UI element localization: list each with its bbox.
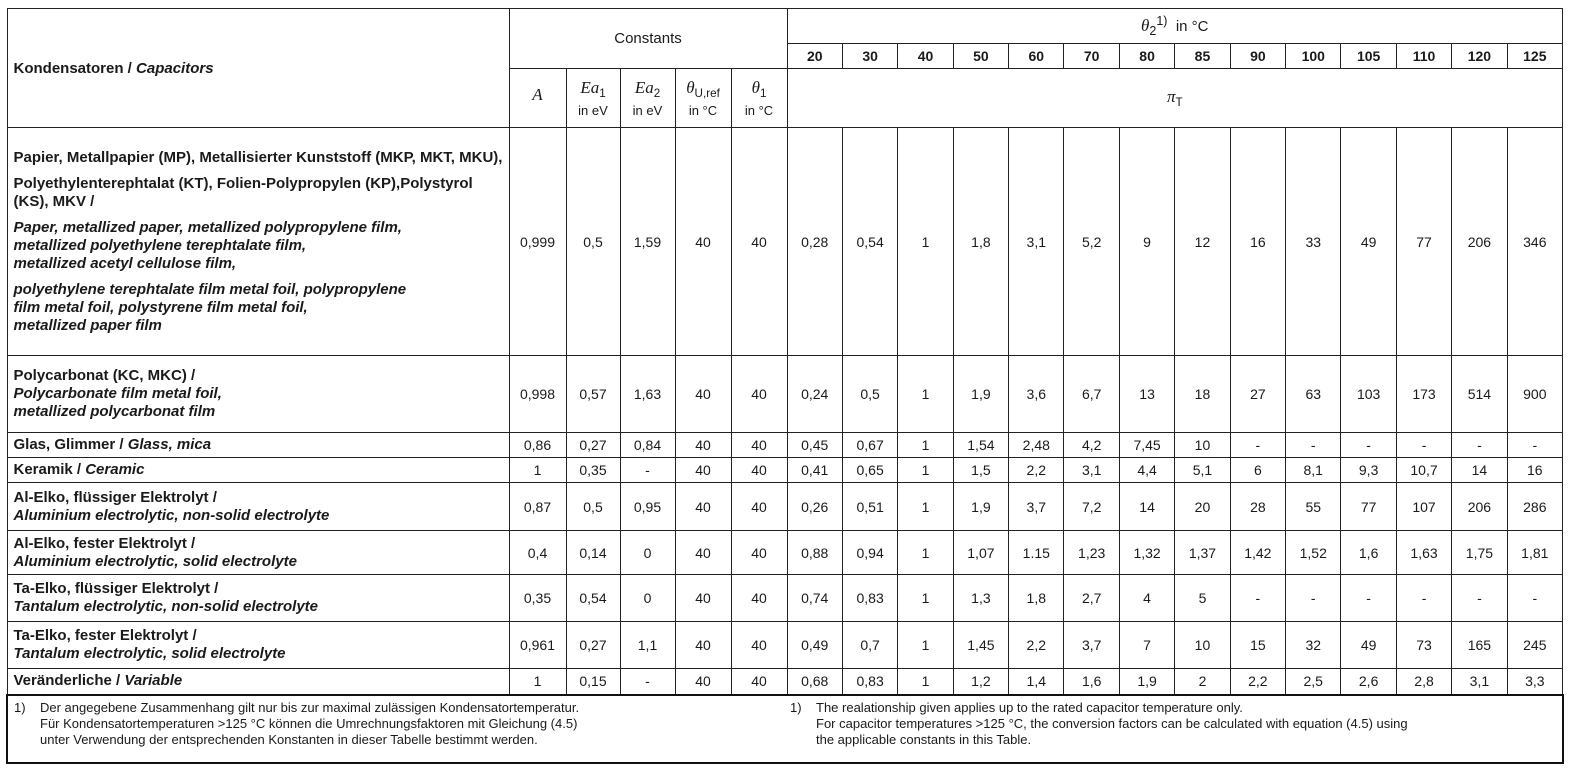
constant-value: - bbox=[620, 458, 675, 483]
pi-t-value: 900 bbox=[1507, 356, 1562, 433]
pi-t-value: 1 bbox=[898, 531, 953, 575]
theta-symbol: θ bbox=[1141, 16, 1150, 35]
pi-t-value: 1,2 bbox=[953, 669, 1008, 695]
capacitor-type bbox=[7, 128, 509, 356]
pi-t-value: 32 bbox=[1286, 622, 1341, 669]
pi-t-value: 3,6 bbox=[1009, 356, 1064, 433]
pi-t-value: 1,8 bbox=[1009, 575, 1064, 622]
constant-value: 1,63 bbox=[620, 356, 675, 433]
pi-t-value: 4,4 bbox=[1119, 458, 1174, 483]
constant-value: 40 bbox=[675, 128, 731, 356]
pi-t-value: 3,7 bbox=[1009, 483, 1064, 531]
pi-t-value: - bbox=[1341, 575, 1396, 622]
constant-value: 0,35 bbox=[566, 458, 620, 483]
footnote-text-de: Der angegebene Zusammenhang gilt nur bis zur maximal zulässigen Kondensatortemperatur. Für Kondensatortemperaturen >125 °C können die Umrechnungsfaktoren mit Gleichung (4.5) unter Verwendung der entsprechenden Konstanten in dieser Tabelle bestimmt werden. bbox=[40, 699, 580, 747]
constant-value: 1,59 bbox=[620, 128, 675, 356]
pi-t-value: 1 bbox=[898, 575, 953, 622]
constant-value: 0,27 bbox=[566, 622, 620, 669]
pi-t-value: 1,42 bbox=[1230, 531, 1285, 575]
pi-symbol: π bbox=[1166, 87, 1176, 107]
capacitor-temperature-factor-table bbox=[6, 8, 1564, 764]
footnote-en bbox=[790, 700, 1408, 748]
pi-t-value: 2,8 bbox=[1396, 669, 1451, 695]
pi-t-value: - bbox=[1452, 433, 1507, 458]
name-english: Variable bbox=[124, 672, 183, 690]
table-row bbox=[7, 128, 1563, 356]
constant-value: 40 bbox=[731, 622, 787, 669]
constant-subscript: U,ref bbox=[694, 86, 720, 100]
pi-t-value: 18 bbox=[1175, 356, 1230, 433]
constant-value: 40 bbox=[675, 575, 731, 622]
pi-t-value: 1 bbox=[898, 128, 953, 356]
name-german: Papier, Metallpapier (MP), Metallisierter Kunststoff (MKP, MKT, MKU), bbox=[13, 148, 503, 166]
pi-t-value: 165 bbox=[1452, 622, 1507, 669]
table-row bbox=[7, 433, 1563, 458]
temperature-header: 80 bbox=[1119, 44, 1174, 69]
theta-sub: 2 bbox=[1149, 24, 1157, 38]
constant-symbol: θ bbox=[751, 77, 760, 97]
constant-value: 0,15 bbox=[566, 669, 620, 695]
name-english: Tantalum electrolytic, solid electrolyte bbox=[13, 645, 286, 662]
pi-t-value: 3,3 bbox=[1507, 669, 1562, 695]
pi-t-value: 1 bbox=[898, 433, 953, 458]
pi-t-value: 10,7 bbox=[1396, 458, 1451, 483]
pi-t-value: 1,07 bbox=[953, 531, 1008, 575]
pi-t-value: 5 bbox=[1175, 575, 1230, 622]
pi-t-value: 1.15 bbox=[1009, 531, 1064, 575]
pi-t-value: 7,2 bbox=[1064, 483, 1119, 531]
pi-t-value: 0,49 bbox=[787, 622, 842, 669]
pi-t-value: 3,1 bbox=[1009, 128, 1064, 356]
name-german: Al-Elko, flüssiger Elektrolyt / bbox=[13, 488, 217, 506]
name-english: Aluminium electrolytic, non-solid electrolyte bbox=[13, 506, 330, 524]
pi-t-value: 10 bbox=[1175, 622, 1230, 669]
pi-t-value: - bbox=[1286, 575, 1341, 622]
pi-t-value: 1,52 bbox=[1286, 531, 1341, 575]
pi-t-value: 1,9 bbox=[953, 483, 1008, 531]
pi-t-value: 1,6 bbox=[1064, 669, 1119, 695]
pi-t-value: - bbox=[1286, 433, 1341, 458]
pi-t-value: 0,65 bbox=[842, 458, 897, 483]
pi-t-value: 0,94 bbox=[842, 531, 897, 575]
pi-t-value: 3,7 bbox=[1064, 622, 1119, 669]
pi-t-value: 7,45 bbox=[1119, 433, 1174, 458]
constant-value: 0,5 bbox=[566, 128, 620, 356]
constant-header bbox=[620, 69, 675, 128]
name-german: Polyethylenterephtalat (KT), Folien-Polypropylen (KP),Polystyrol (KS), MKV / bbox=[13, 174, 473, 210]
column-header-capacitors bbox=[7, 9, 509, 128]
constant-value: 40 bbox=[731, 128, 787, 356]
constant-value: 0,35 bbox=[509, 575, 566, 622]
pi-t-value: 9,3 bbox=[1341, 458, 1396, 483]
constant-value: 40 bbox=[731, 458, 787, 483]
temperature-header: 40 bbox=[898, 44, 953, 69]
constant-value: 0,84 bbox=[620, 433, 675, 458]
pi-t-value: 3,1 bbox=[1064, 458, 1119, 483]
pi-t-value: 1,37 bbox=[1175, 531, 1230, 575]
constant-value: 0,54 bbox=[566, 575, 620, 622]
constant-value: 1 bbox=[509, 669, 566, 695]
constant-subscript: 1 bbox=[599, 86, 606, 100]
pi-t-value: 1,6 bbox=[1341, 531, 1396, 575]
pi-t-value: 0,68 bbox=[787, 669, 842, 695]
temperature-header: 120 bbox=[1452, 44, 1507, 69]
table-row bbox=[7, 575, 1563, 622]
pi-t-value: 63 bbox=[1286, 356, 1341, 433]
name-english: polyethylene terephtalate film metal foil, polypropylene film metal foil, polystyrene film metal foil, metallized paper film bbox=[13, 280, 407, 334]
constant-symbol: Ea bbox=[580, 77, 600, 97]
constant-value: 0,57 bbox=[566, 356, 620, 433]
constant-symbol: Ea bbox=[634, 77, 654, 97]
pi-t-value: 15 bbox=[1230, 622, 1285, 669]
pi-t-value: 73 bbox=[1396, 622, 1451, 669]
constant-unit: in eV bbox=[578, 103, 608, 119]
temperature-header: 30 bbox=[842, 44, 897, 69]
constant-value: 40 bbox=[731, 531, 787, 575]
temperature-header: 90 bbox=[1230, 44, 1285, 69]
pi-t-value: 206 bbox=[1452, 483, 1507, 531]
pi-t-value: 0,83 bbox=[842, 669, 897, 695]
capacitor-type bbox=[7, 458, 509, 483]
table-row bbox=[7, 531, 1563, 575]
pi-t-value: 16 bbox=[1230, 128, 1285, 356]
pi-t-value: 33 bbox=[1286, 128, 1341, 356]
pi-t-value: 0,7 bbox=[842, 622, 897, 669]
name-english: Paper, metallized paper, metallized polypropylene film, metallized polyethylene terephtalate film, metallized acetyl cellulose film, bbox=[13, 218, 402, 272]
pi-t-value: 4 bbox=[1119, 575, 1174, 622]
pi-t-value: 2,2 bbox=[1230, 669, 1285, 695]
pi-t-value: - bbox=[1507, 575, 1562, 622]
capacitor-type bbox=[7, 531, 509, 575]
pi-t-value: 173 bbox=[1396, 356, 1451, 433]
pi-t-value: 1,4 bbox=[1009, 669, 1064, 695]
table-row bbox=[7, 669, 1563, 695]
constant-unit: in eV bbox=[632, 103, 663, 119]
pi-t-value: 5,1 bbox=[1175, 458, 1230, 483]
constant-value: 0 bbox=[620, 575, 675, 622]
name-english: Polycarbonate film metal foil, metallized polycarbonat film bbox=[13, 385, 222, 420]
pi-t-value: 1,75 bbox=[1452, 531, 1507, 575]
capacitor-type bbox=[7, 622, 509, 669]
pi-t-value: 0,83 bbox=[842, 575, 897, 622]
pi-t-value: 14 bbox=[1452, 458, 1507, 483]
constant-header bbox=[731, 69, 787, 128]
pi-t-value: - bbox=[1230, 433, 1285, 458]
pi-t-value: 1,32 bbox=[1119, 531, 1174, 575]
constant-value: 1,1 bbox=[620, 622, 675, 669]
pi-t-value: 245 bbox=[1507, 622, 1562, 669]
constant-value: 40 bbox=[675, 622, 731, 669]
pi-t-value: 1 bbox=[898, 622, 953, 669]
pi-t-value: 12 bbox=[1175, 128, 1230, 356]
temperature-header: 85 bbox=[1175, 44, 1230, 69]
pi-t-value: 5,2 bbox=[1064, 128, 1119, 356]
pi-t-value: 1,5 bbox=[953, 458, 1008, 483]
name-german: Glas, Glimmer / bbox=[13, 436, 128, 453]
pi-t-value: 1,63 bbox=[1396, 531, 1451, 575]
footnote-text-en: The realationship given applies up to the rated capacitor temperature only. For capacitor temperatures >125 °C, the conversion factors can be calculated with equation (4.5) using the applicable constants in this Table. bbox=[816, 699, 1408, 747]
pi-t-value: 14 bbox=[1119, 483, 1174, 531]
pi-t-value: - bbox=[1396, 433, 1451, 458]
pi-t-value: - bbox=[1341, 433, 1396, 458]
pi-t-value: 2,5 bbox=[1286, 669, 1341, 695]
pi-t-value: 346 bbox=[1507, 128, 1562, 356]
constant-value: 40 bbox=[731, 356, 787, 433]
pi-t-value: 286 bbox=[1507, 483, 1562, 531]
temperature-header: 125 bbox=[1507, 44, 1562, 69]
pi-t-value: - bbox=[1452, 575, 1507, 622]
pi-t-value: 16 bbox=[1507, 458, 1562, 483]
constant-value: 40 bbox=[675, 356, 731, 433]
pi-sub: T bbox=[1175, 95, 1183, 109]
constant-value: 40 bbox=[731, 483, 787, 531]
constant-unit: in °C bbox=[744, 103, 774, 119]
theta-unit: in °C bbox=[1175, 18, 1209, 35]
pi-t-value: 28 bbox=[1230, 483, 1285, 531]
pi-t-value: 20 bbox=[1175, 483, 1230, 531]
pi-t-value: 107 bbox=[1396, 483, 1451, 531]
constant-value: 0,999 bbox=[509, 128, 566, 356]
title-en: Capacitors bbox=[136, 59, 214, 77]
temperature-header: 20 bbox=[787, 44, 842, 69]
pi-t-value: 0,67 bbox=[842, 433, 897, 458]
constant-value: 0,998 bbox=[509, 356, 566, 433]
pi-t-value: 1,3 bbox=[953, 575, 1008, 622]
pi-t-value: 1 bbox=[898, 458, 953, 483]
constant-symbol: θ bbox=[686, 77, 695, 97]
pi-t-value: 2 bbox=[1175, 669, 1230, 695]
constant-unit: in °C bbox=[688, 103, 718, 119]
pi-t-value: 6,7 bbox=[1064, 356, 1119, 433]
name-english: Glass, mica bbox=[127, 436, 212, 453]
temperature-header: 105 bbox=[1341, 44, 1396, 69]
constant-value: 40 bbox=[731, 575, 787, 622]
pi-t-value: 514 bbox=[1452, 356, 1507, 433]
constant-value: 40 bbox=[731, 433, 787, 458]
pi-t-value: 13 bbox=[1119, 356, 1174, 433]
temperature-header: 100 bbox=[1286, 44, 1341, 69]
name-english: Aluminium electrolytic, solid electrolyte bbox=[13, 552, 297, 570]
constant-value: 0,86 bbox=[509, 433, 566, 458]
pi-t-value: 77 bbox=[1341, 483, 1396, 531]
pi-t-value: - bbox=[1507, 433, 1562, 458]
pi-t-value: 2,7 bbox=[1064, 575, 1119, 622]
temperature-header: 110 bbox=[1396, 44, 1451, 69]
pi-t-value: 1,54 bbox=[953, 433, 1008, 458]
pi-t-value: 49 bbox=[1341, 128, 1396, 356]
constant-value: 0,27 bbox=[566, 433, 620, 458]
pi-t-value: 0,41 bbox=[787, 458, 842, 483]
pi-t-value: - bbox=[1230, 575, 1285, 622]
capacitor-type bbox=[7, 483, 509, 531]
pi-t-value: 1,81 bbox=[1507, 531, 1562, 575]
pi-t-value: - bbox=[1396, 575, 1451, 622]
temperature-header: 60 bbox=[1009, 44, 1064, 69]
pi-t-value: 6 bbox=[1230, 458, 1285, 483]
constant-subscript: 2 bbox=[653, 86, 661, 100]
title-de: Kondensatoren / bbox=[13, 59, 137, 77]
pi-t-value: 1 bbox=[898, 669, 953, 695]
constant-value: 0,4 bbox=[509, 531, 566, 575]
footnotes bbox=[7, 695, 1563, 763]
pi-t-value: 3,1 bbox=[1452, 669, 1507, 695]
table-row bbox=[7, 622, 1563, 669]
footnote-marker: 1) bbox=[790, 699, 802, 715]
pi-t-value: 1,45 bbox=[953, 622, 1008, 669]
constant-value: 1 bbox=[509, 458, 566, 483]
capacitor-type bbox=[7, 356, 509, 433]
pi-t-value: 2,2 bbox=[1009, 622, 1064, 669]
pi-t-value: 0,45 bbox=[787, 433, 842, 458]
constant-value: 0,14 bbox=[566, 531, 620, 575]
name-german: Veränderliche / bbox=[13, 672, 125, 690]
capacitor-type bbox=[7, 669, 509, 695]
name-german: Ta-Elko, fester Elektrolyt / bbox=[13, 627, 197, 644]
pi-t-value: 103 bbox=[1341, 356, 1396, 433]
capacitor-type bbox=[7, 575, 509, 622]
pi-t-value: 2,2 bbox=[1009, 458, 1064, 483]
name-german: Al-Elko, fester Elektrolyt / bbox=[13, 534, 196, 552]
constant-header bbox=[566, 69, 620, 128]
constant-value: 0 bbox=[620, 531, 675, 575]
pi-t-value: 27 bbox=[1230, 356, 1285, 433]
footnote-marker: 1) bbox=[14, 699, 26, 715]
constant-header bbox=[675, 69, 731, 128]
pi-t-value: 0,26 bbox=[787, 483, 842, 531]
pi-t-value: 0,5 bbox=[842, 356, 897, 433]
temperature-header: 50 bbox=[953, 44, 1008, 69]
name-german: Ta-Elko, flüssiger Elektrolyt / bbox=[13, 580, 219, 597]
pi-t-value: 0,54 bbox=[842, 128, 897, 356]
footnote-row bbox=[7, 695, 1563, 763]
constant-value: 40 bbox=[675, 483, 731, 531]
constant-symbol: A bbox=[532, 85, 543, 105]
pi-t-value: 55 bbox=[1286, 483, 1341, 531]
constant-value: 0,87 bbox=[509, 483, 566, 531]
constant-value: 40 bbox=[675, 433, 731, 458]
pi-t-header bbox=[787, 69, 1562, 128]
constant-value: - bbox=[620, 669, 675, 695]
pi-t-value: 1,9 bbox=[1119, 669, 1174, 695]
constant-subscript: 1 bbox=[759, 86, 767, 100]
pi-t-value: 1,23 bbox=[1064, 531, 1119, 575]
table-row bbox=[7, 356, 1563, 433]
constant-value: 0,961 bbox=[509, 622, 566, 669]
name-german: Keramik / bbox=[13, 461, 86, 478]
constant-value: 40 bbox=[675, 669, 731, 695]
pi-t-value: 49 bbox=[1341, 622, 1396, 669]
pi-t-value: 1 bbox=[898, 483, 953, 531]
name-german: Polycarbonat (KC, MKC) / bbox=[13, 367, 196, 384]
pi-t-value: 0,24 bbox=[787, 356, 842, 433]
table-row bbox=[7, 483, 1563, 531]
footnote-ref: 1) bbox=[1156, 14, 1168, 28]
pi-t-value: 7 bbox=[1119, 622, 1174, 669]
pi-t-value: 2,6 bbox=[1341, 669, 1396, 695]
pi-t-value: 0,28 bbox=[787, 128, 842, 356]
pi-t-value: 0,51 bbox=[842, 483, 897, 531]
constants-header: Constants bbox=[509, 9, 787, 69]
constant-value: 40 bbox=[675, 531, 731, 575]
pi-t-value: 1 bbox=[898, 356, 953, 433]
pi-t-value: 2,48 bbox=[1009, 433, 1064, 458]
constant-value: 40 bbox=[731, 669, 787, 695]
name-english: Tantalum electrolytic, non-solid electrolyte bbox=[13, 598, 319, 615]
constant-value: 0,95 bbox=[620, 483, 675, 531]
table-row bbox=[7, 458, 1563, 483]
constant-header bbox=[509, 69, 566, 128]
constant-value: 40 bbox=[675, 458, 731, 483]
pi-t-value: 1,8 bbox=[953, 128, 1008, 356]
pi-t-value: 4,2 bbox=[1064, 433, 1119, 458]
theta2-header bbox=[787, 9, 1562, 44]
pi-t-value: 206 bbox=[1452, 128, 1507, 356]
name-english: Ceramic bbox=[85, 461, 145, 478]
pi-t-value: 0,88 bbox=[787, 531, 842, 575]
capacitor-type bbox=[7, 433, 509, 458]
pi-t-value: 77 bbox=[1396, 128, 1451, 356]
pi-t-value: 10 bbox=[1175, 433, 1230, 458]
footnote-de bbox=[14, 700, 790, 748]
pi-t-value: 8,1 bbox=[1286, 458, 1341, 483]
pi-t-value: 9 bbox=[1119, 128, 1174, 356]
pi-t-value: 0,74 bbox=[787, 575, 842, 622]
pi-t-value: 1,9 bbox=[953, 356, 1008, 433]
temperature-header: 70 bbox=[1064, 44, 1119, 69]
constant-value: 0,5 bbox=[566, 483, 620, 531]
